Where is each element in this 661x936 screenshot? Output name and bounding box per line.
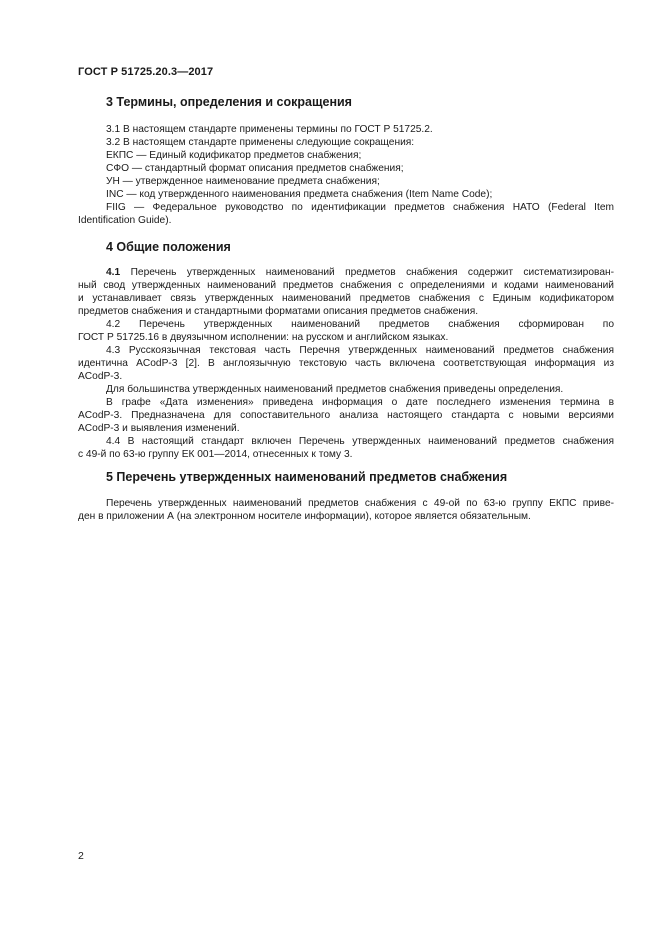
page-number: 2: [78, 850, 84, 862]
clause-4-3-cont: ACodP-3.: [78, 371, 123, 382]
paragraph-definitions: Для большинства утвержденных наименований предметов снабжения приведены определения.: [106, 384, 564, 395]
clause-4-2: 4.2 Перечень утвержденных наименований предметов снабжения сформирован по: [106, 319, 614, 330]
section-5-paragraph: Перечень утвержденных наименований предметов снабжения с 49-ой по 63-ю группу ЕКПС приве-: [106, 498, 614, 509]
section-3-body: [78, 123, 614, 227]
abbreviation-fiig: FIIG — Федеральное руководство по идентификации предметов снабжения НАТО (Federal Item: [106, 202, 614, 213]
clause-4-1-line: [78, 266, 614, 279]
abbreviation-fiig-cont: Identification Guide).: [78, 215, 172, 226]
section-5-title: 5 Перечень утвержденных наименований предметов снабжения: [106, 470, 508, 484]
clause-4-1-cont: ный свод утвержденных наименований предметов снабжения с определениями и кодами наименований: [78, 280, 614, 291]
clause-4-2-cont: ГОСТ Р 51725.16 в двуязычном исполнении: на русском и английском языках.: [78, 332, 449, 343]
section-5-paragraph-cont: ден в приложении А (на электронном носителе информации), которое является обязательным.: [78, 511, 531, 522]
clause-4-3-cont: идентична ACodP-3 [2]. В англоязычную текстовую часть включена соответствующая информация из: [78, 358, 614, 369]
section-3-title: 3 Термины, определения и сокращения: [106, 95, 352, 109]
section-4-title: 4 Общие положения: [106, 240, 231, 254]
clause-3-2: 3.2 В настоящем стандарте применены следующие сокращения:: [106, 137, 415, 148]
document-code-header: ГОСТ Р 51725.20.3—2017: [78, 66, 214, 78]
clause-4-1-cont: и устанавливает связь утвержденных наименований предметов снабжения с Единым кодификатором: [78, 293, 614, 304]
clause-4-4: 4.4 В настоящий стандарт включен Перечень утвержденных наименований предметов снабжения: [106, 436, 614, 447]
clause-4-1-text: Перечень утвержденных наименований предметов снабжения содержит систематизирован-: [120, 267, 614, 278]
abbreviation-sfo: СФО — стандартный формат описания предметов снабжения;: [106, 163, 404, 174]
section-4-body: [78, 266, 614, 461]
clause-4-1-cont: предметов снабжения и стандартными форматами описания предметов снабжения.: [78, 306, 479, 317]
clause-4-1-number: 4.1: [106, 267, 121, 278]
clause-4-4-cont: с 49-й по 63-ю группу ЕК 001—2014, отнесенных к тому 3.: [78, 449, 353, 460]
paragraph-change-date-cont: ACodP-3. Предназначена для сопоставительного анализа настоящего стандарта с новыми версиями: [78, 410, 614, 421]
clause-3-1: 3.1 В настоящем стандарте применены термины по ГОСТ Р 51725.2.: [106, 124, 433, 135]
abbreviation-inc: INC — код утвержденного наименования предмета снабжения (Item Name Code);: [106, 189, 493, 200]
abbreviation-un: УН — утвержденное наименование предмета снабжения;: [106, 176, 380, 187]
section-5-body: [78, 497, 614, 523]
paragraph-change-date: В графе «Дата изменения» приведена информация о дате последнего изменения термина в: [106, 397, 614, 408]
clause-4-3: 4.3 Русскоязычная текстовая часть Перечня утвержденных наименований предметов снабжения: [106, 345, 614, 356]
paragraph-change-date-cont: ACodP-3 и выявления изменений.: [78, 423, 240, 434]
abbreviation-ekps: ЕКПС — Единый кодификатор предметов снабжения;: [106, 150, 362, 161]
